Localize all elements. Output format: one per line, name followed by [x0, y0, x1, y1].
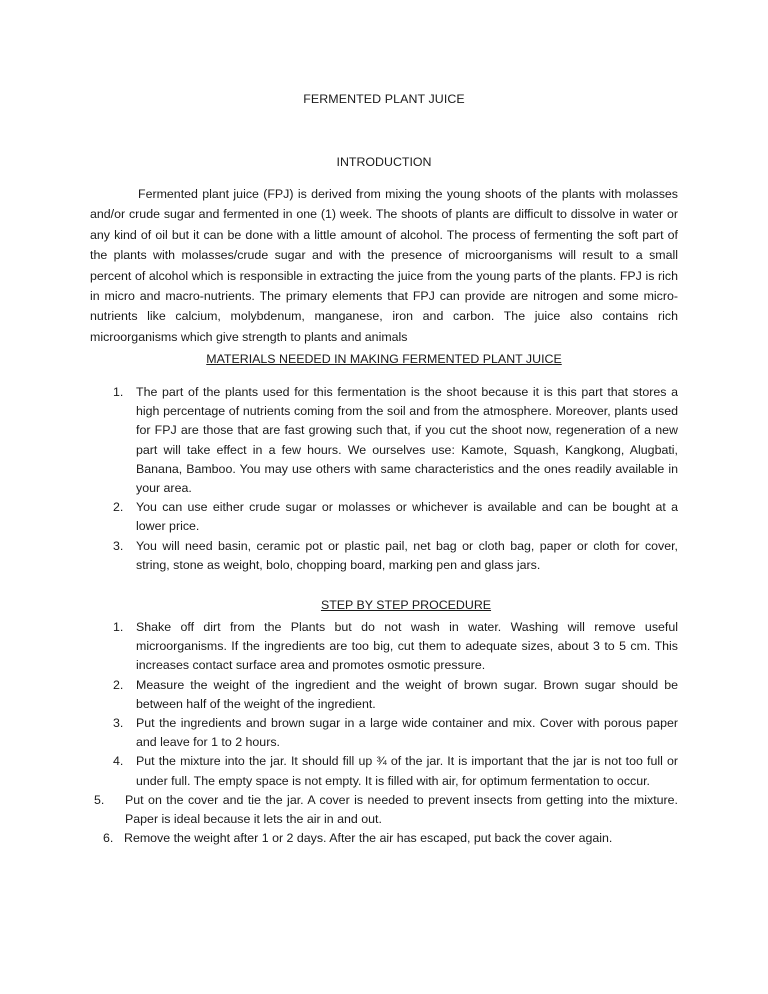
list-item — [113, 537, 678, 575]
list-item — [113, 714, 678, 752]
list-number: 3. — [113, 716, 124, 731]
procedure-list — [94, 618, 678, 848]
list-number: 6. — [103, 831, 114, 846]
procedure-heading-text: STEP BY STEP PROCEDURE — [320, 598, 492, 612]
list-item — [113, 676, 678, 714]
list-item-text: You can use either crude sugar or molasses or whichever is available and can be bought at a lower price. — [136, 500, 678, 534]
list-item-text: Shake off dirt from the Plants but do not wash in water. Washing will remove useful microorganisms. If the ingredients are too big, cut them to adequate sizes, about 3 to 5 cm. This increases contact surface area and promotes osmotic pressure. — [136, 620, 678, 673]
list-number: 4. — [113, 754, 124, 769]
list-item-text: The part of the plants used for this fermentation is the shoot because it is this part that stores a high percentage of nutrients coming from the soil and from the atmosphere. Moreover, plants used for FPJ are those that are fast growing such that, if you cut the shoot now, regeneration of a new part will take effect in a few hours. We ourselves use: Kamote, Squash, Kangkong, Alugbati, Banana, Bamboo. You may use others with same characteristics and the ones readily available in your area. — [136, 385, 678, 496]
intro-heading — [0, 155, 768, 169]
list-item-text: You will need basin, ceramic pot or plastic pail, net bag or cloth bag, paper or cloth for cover, string, stone as weight, bolo, chopping board, marking pen and glass jars. — [136, 538, 678, 572]
list-item — [113, 618, 678, 676]
intro-paragraph: Fermented plant juice (FPJ) is derived from mixing the young shoots of the plants with molasses and/or crude sugar and fermented in one (1) week. The shoots of plants are difficult to dissolve in water or any kind of oil but it can be done with a little amount of alcohol. The process of fermenting the soft part of the plants with molasses/crude sugar and with the presence of microorganisms will result to a small percent of alcohol which is responsible in extracting the juice from the young parts of the plants. FPJ is rich in micro and macro-nutrients. The primary elements that FPJ can provide are nitrogen and some micro-nutrients like calcium, molybdenum, manganese, iron and carbon. The juice also contains rich microorganisms which give strength to plants and animals — [90, 187, 678, 344]
list-number: 2. — [113, 500, 124, 515]
list-number: 3. — [113, 538, 124, 553]
list-item — [113, 752, 678, 790]
intro-heading-text: INTRODUCTION — [336, 155, 432, 169]
list-number: 5. — [94, 792, 105, 807]
materials-heading: MATERIALS NEEDED IN MAKING FERMENTED PLANT JUICE — [206, 352, 562, 366]
list-item — [94, 791, 678, 829]
list-item-text: Put the ingredients and brown sugar in a large wide container and mix. Cover with porous paper and leave for 1 to 2 hours. — [136, 716, 678, 750]
list-item-text: Put the mixture into the jar. It should fill up ¾ of the jar. It is important that the jar is not too full or under full. The empty space is not empty. It is filled with air, for optimum fermentation to occur. — [136, 754, 678, 788]
list-item-text: Remove the weight after 1 or 2 days. After the air has escaped, put back the cover again. — [124, 831, 613, 846]
list-number: 1. — [113, 385, 124, 399]
procedure-heading — [0, 598, 768, 612]
list-item-text: Measure the weight of the ingredient and the weight of brown sugar. Brown sugar should be between half of the weight of the ingredient. — [136, 677, 678, 711]
list-item — [113, 383, 678, 498]
list-item — [103, 829, 678, 848]
list-number: 2. — [113, 677, 124, 692]
list-number: 1. — [113, 620, 124, 634]
list-item-text: Put on the cover and tie the jar. A cover is needed to prevent insects from getting into the mixture. Paper is ideal because it lets the air in and out. — [125, 792, 678, 827]
materials-list — [113, 383, 678, 575]
document-title: FERMENTED PLANT JUICE — [303, 92, 465, 106]
list-item — [113, 498, 678, 536]
